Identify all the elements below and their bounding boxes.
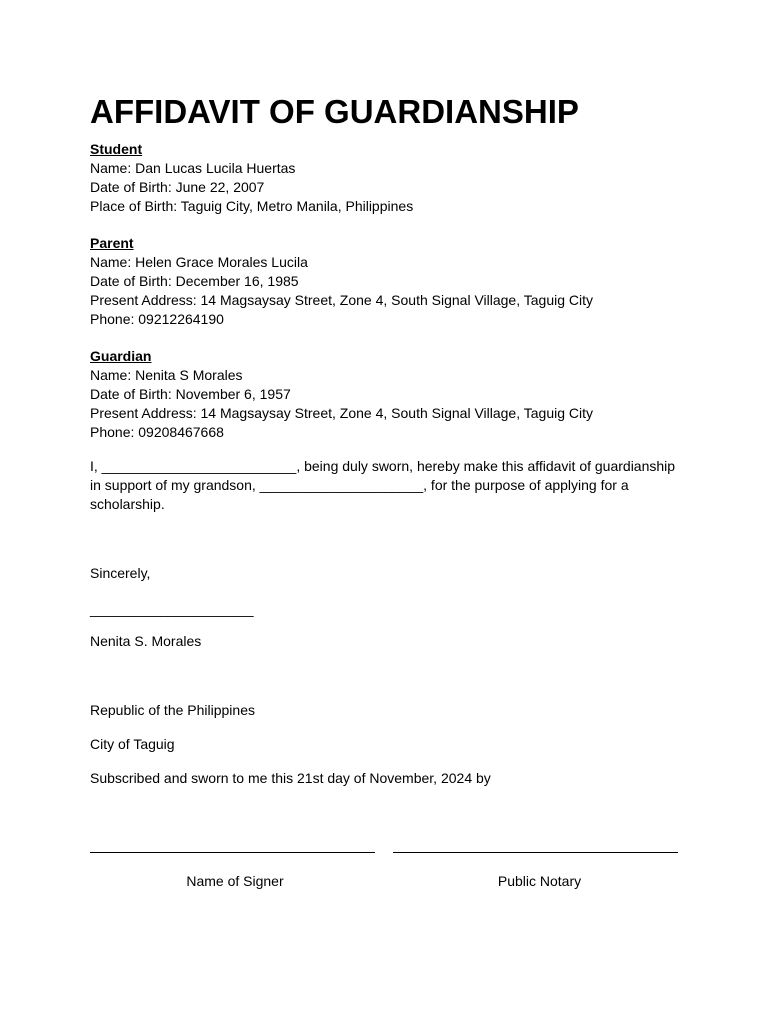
guardian-phone: Phone: 09208467668 xyxy=(90,424,224,440)
closing-sincerely: Sincerely, xyxy=(90,565,151,581)
notary-country: Republic of the Philippines xyxy=(90,702,255,718)
statement-line-2: in support of my grandson, _____________________, for the purpose of applying for a xyxy=(90,477,629,493)
statement-line-3: scholarship. xyxy=(90,496,165,512)
notary-signature-line xyxy=(393,852,678,853)
student-pob: Place of Birth: Taguig City, Metro Manila, Philippines xyxy=(90,198,414,214)
notary-subscribed: Subscribed and sworn to me this 21st day of November, 2024 by xyxy=(90,770,491,786)
guardian-dob: Date of Birth: November 6, 1957 xyxy=(90,386,291,402)
guardian-heading: Guardian xyxy=(90,348,152,364)
guardian-name: Name: Nenita S Morales xyxy=(90,367,243,383)
parent-heading: Parent xyxy=(90,235,134,251)
parent-phone: Phone: 09212264190 xyxy=(90,311,224,327)
parent-address: Present Address: 14 Magsaysay Street, Zone 4, South Signal Village, Taguig City xyxy=(90,292,593,308)
student-name: Name: Dan Lucas Lucila Huertas xyxy=(90,160,296,176)
signer-caption: Name of Signer xyxy=(186,873,284,889)
parent-name: Name: Helen Grace Morales Lucila xyxy=(90,254,308,270)
signer-signature-line xyxy=(90,852,375,853)
parent-dob: Date of Birth: December 16, 1985 xyxy=(90,273,299,289)
notary-caption: Public Notary xyxy=(497,873,582,889)
student-dob: Date of Birth: June 22, 2007 xyxy=(90,179,265,195)
student-heading: Student xyxy=(90,141,143,157)
notary-city: City of Taguig xyxy=(90,736,175,752)
signature-blank: _____________________ xyxy=(90,601,254,617)
document-title: AFFIDAVIT OF GUARDIANSHIP xyxy=(90,93,579,130)
guardian-address: Present Address: 14 Magsaysay Street, Zone 4, South Signal Village, Taguig City xyxy=(90,405,593,421)
signer-name: Nenita S. Morales xyxy=(90,633,202,649)
affidavit-page xyxy=(90,92,690,132)
statement-line-1: I, _________________________, being duly sworn, hereby make this affidavit of guardianship xyxy=(90,458,676,474)
